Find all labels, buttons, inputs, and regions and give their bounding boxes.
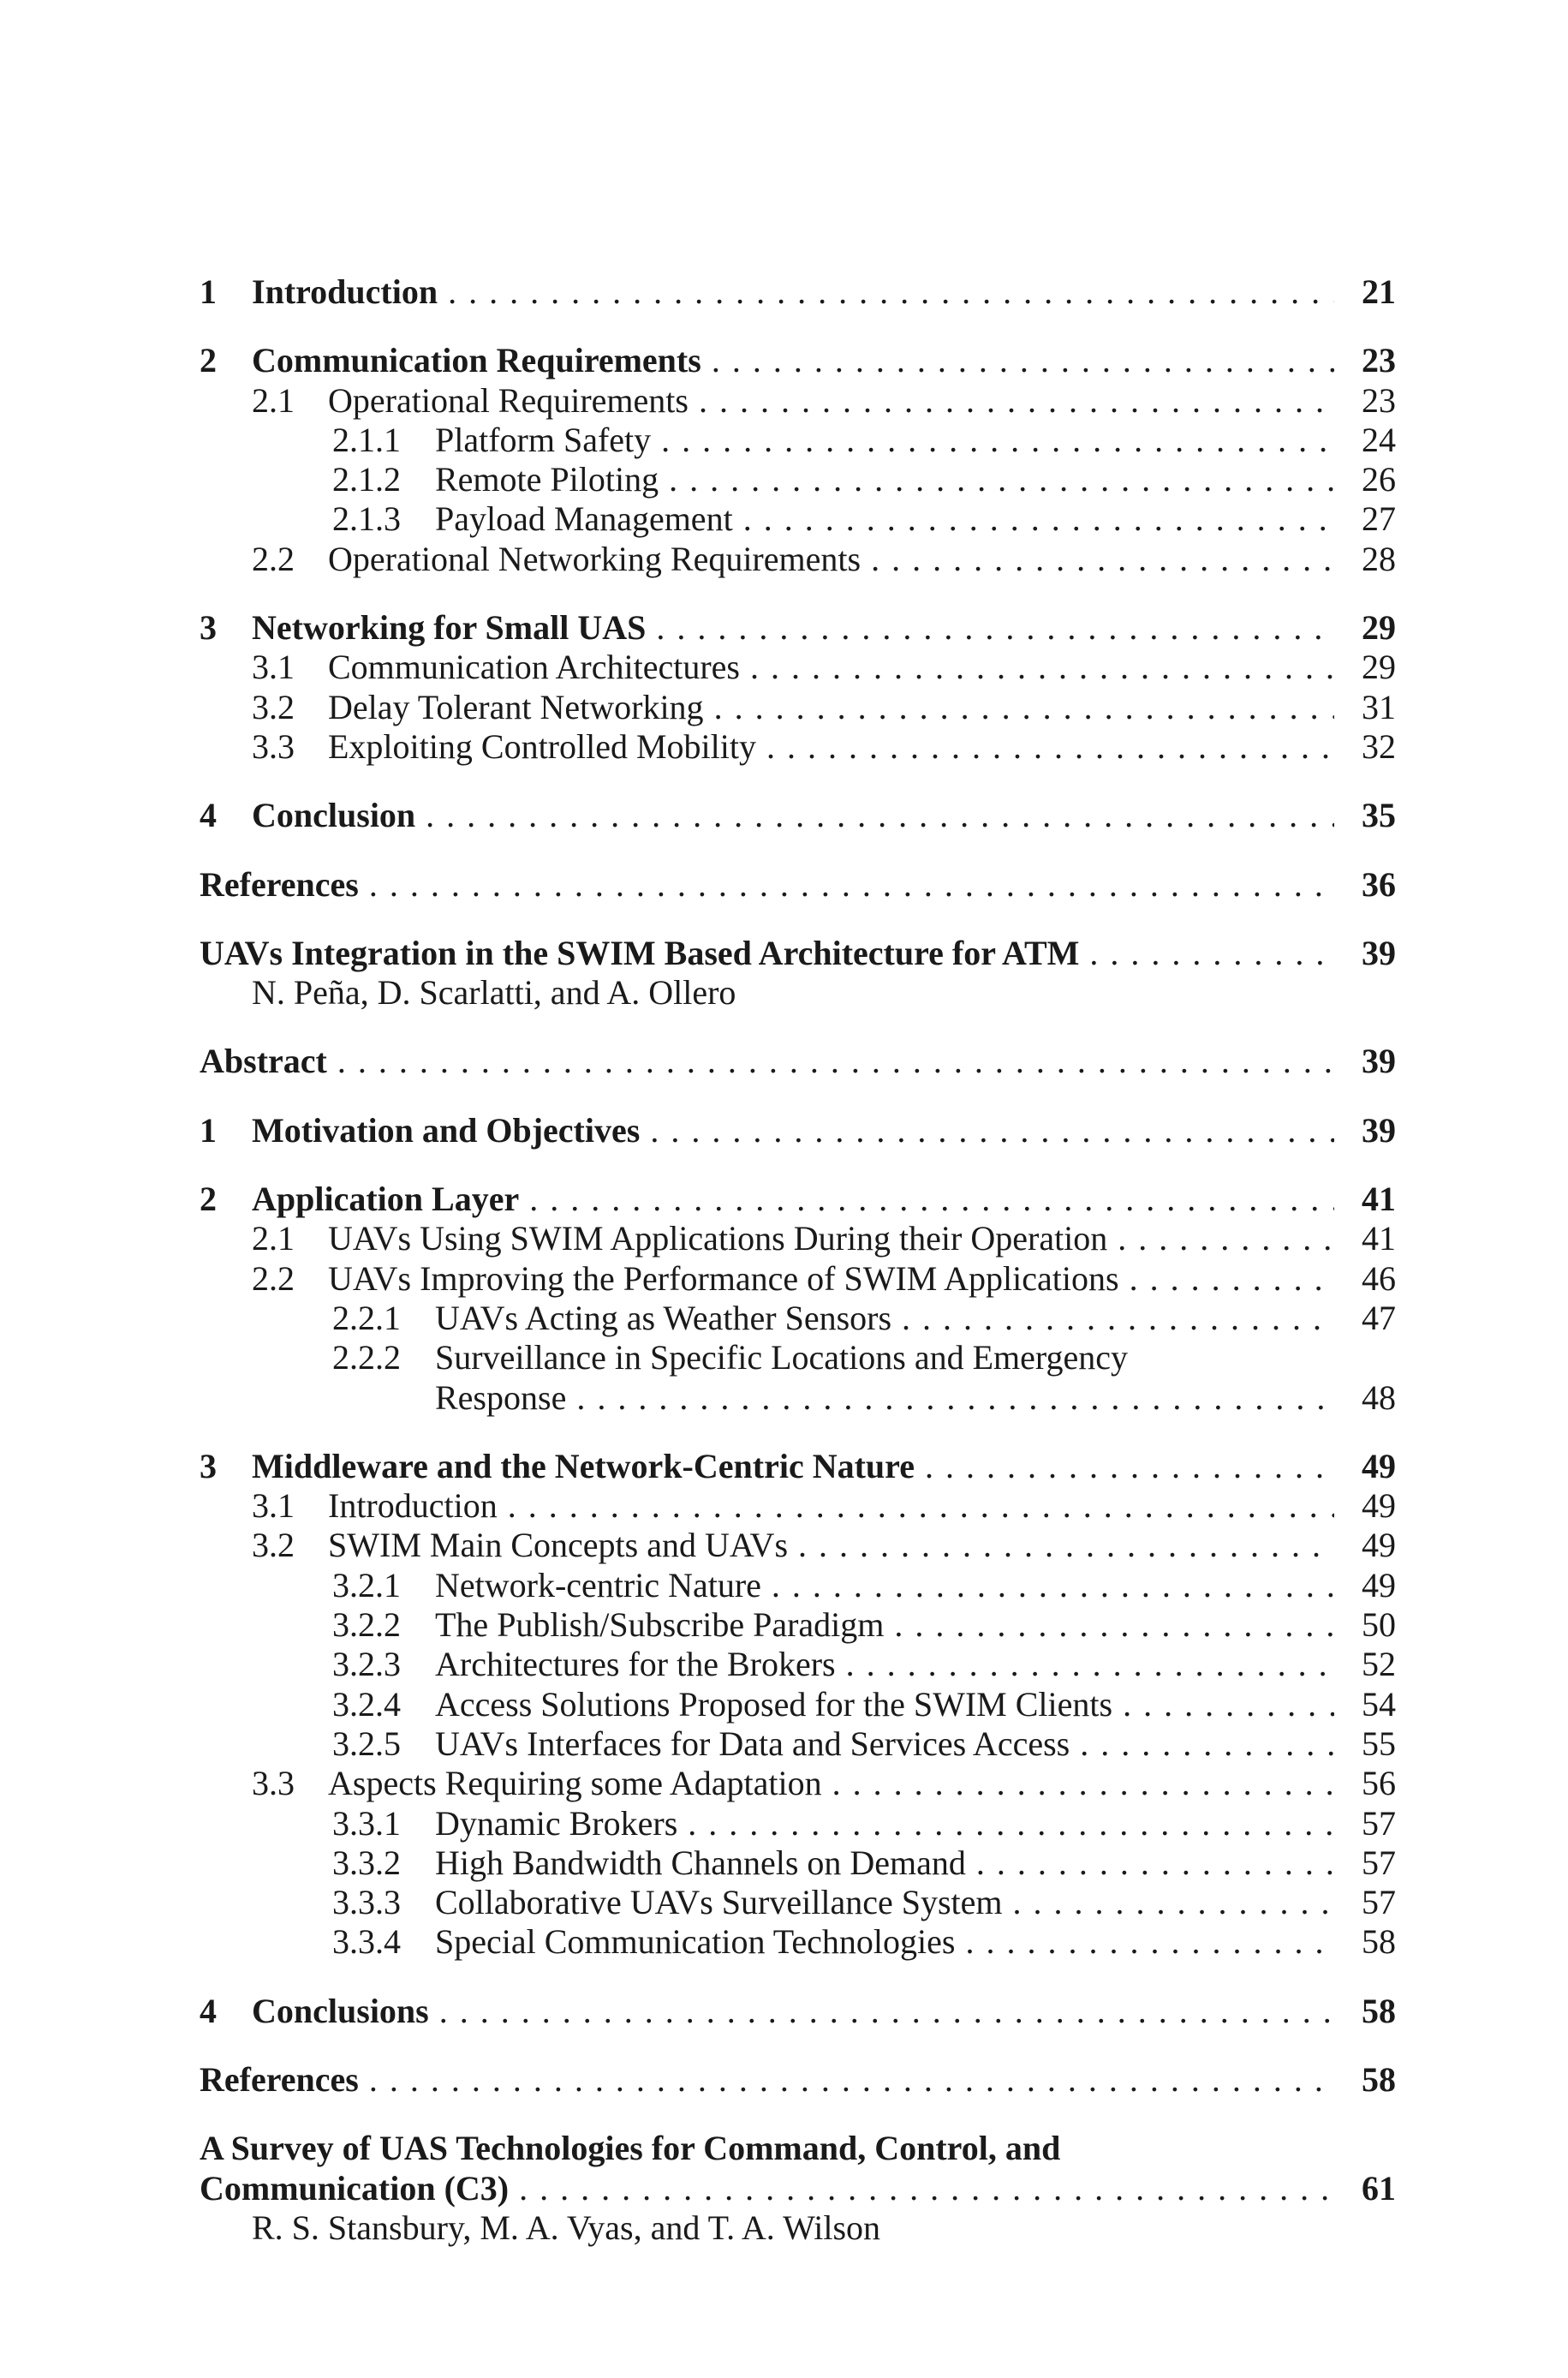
toc-entry[interactable]: [200, 1259, 1396, 1299]
toc-entry-page: 57: [1362, 1843, 1396, 1882]
toc-entry-title: Aspects Requiring some Adaptation: [328, 1764, 822, 1803]
toc-entry-page: 21: [1362, 272, 1396, 311]
toc-entry-title: Application Layer: [252, 1180, 520, 1219]
toc-entry-page: 52: [1362, 1645, 1396, 1684]
toc-leader-dots: [337, 1042, 1334, 1081]
toc-entry[interactable]: [200, 1180, 1396, 1219]
toc-entry-title: References: [200, 2059, 359, 2099]
toc-leader-dots: [699, 381, 1334, 421]
toc-entry-number: 3.2.5: [332, 1724, 401, 1763]
toc-entry-title: Conclusions: [252, 1991, 429, 2030]
toc-entry-title: Network-centric Nature: [435, 1565, 761, 1604]
toc-entry-title: The Publish/Subscribe Paradigm: [435, 1605, 885, 1645]
toc-entry-page: 50: [1362, 1605, 1396, 1645]
toc-entry-title: Access Solutions Proposed for the SWIM Clients: [435, 1684, 1113, 1724]
toc-entry-page: 23: [1362, 380, 1396, 420]
toc-entry[interactable]: [200, 341, 1396, 380]
toc-entry-number: 2.2: [252, 1258, 295, 1298]
toc-chapter-title: UAVs Integration in the SWIM Based Architecture for ATM: [200, 933, 1080, 972]
toc-entry[interactable]: [200, 608, 1396, 648]
toc-entry-page: 49: [1362, 1526, 1396, 1565]
toc-entry-page: 24: [1362, 420, 1396, 459]
toc-entry-title: Special Communication Technologies: [435, 1922, 956, 1962]
toc-leader-dots: [976, 1843, 1334, 1883]
toc-entry-number: 3.3: [252, 1764, 295, 1803]
toc-leader-dots: [661, 421, 1334, 460]
toc-entry[interactable]: [200, 648, 1396, 687]
toc-entry-title: Communication Architectures: [328, 648, 740, 687]
toc-entry-page: 49: [1362, 1486, 1396, 1526]
toc-entry-page: 54: [1362, 1684, 1396, 1724]
toc-entry-title: Introduction: [328, 1486, 498, 1526]
toc-entry-title-continuation: Response: [435, 1377, 567, 1417]
toc-entry-number: 3.1: [252, 1486, 295, 1526]
toc-entry-page: 58: [1362, 1922, 1396, 1962]
toc-leader-dots: [508, 1486, 1334, 1526]
toc-entry[interactable]: [200, 1605, 1396, 1645]
toc-entry[interactable]: [200, 540, 1396, 579]
toc-entry-title: Motivation and Objectives: [252, 1110, 641, 1150]
toc-entry[interactable]: [200, 1526, 1396, 1565]
toc-entry[interactable]: [200, 1922, 1396, 1962]
toc-entry-page: 39: [1362, 1042, 1396, 1081]
toc-entry[interactable]: [200, 272, 1396, 312]
toc-entry-number: 3.3.4: [332, 1922, 401, 1962]
toc-entry-title: Delay Tolerant Networking: [328, 687, 704, 726]
toc-entry[interactable]: [200, 727, 1396, 767]
toc-entry[interactable]: [200, 865, 1396, 905]
toc-leader-dots: [1089, 934, 1334, 973]
toc-entry[interactable]: [200, 1566, 1396, 1605]
toc-entry-page: 35: [1362, 796, 1396, 835]
toc-entry-page: 29: [1362, 648, 1396, 687]
toc-entry-title: UAVs Acting as Weather Sensors: [435, 1298, 892, 1337]
toc-entry-title: Surveillance in Specific Locations and Emergency: [435, 1338, 1128, 1377]
toc-leader-dots: [925, 1447, 1334, 1486]
toc-leader-dots: [714, 688, 1334, 727]
toc-leader-dots: [743, 499, 1334, 539]
toc-chapter-authors: N. Peña, D. Scarlatti, and A. Ollero: [252, 973, 736, 1013]
toc-entry-page: 26: [1362, 460, 1396, 499]
toc-leader-dots: [965, 1922, 1334, 1962]
toc-entry-page: 48: [1362, 1377, 1396, 1417]
toc-leader-dots: [369, 865, 1334, 905]
toc-entry[interactable]: [200, 1804, 1396, 1843]
toc-entry[interactable]: [200, 2060, 1396, 2100]
toc-leader-dots: [871, 540, 1334, 579]
toc-entry-number: 3.2: [252, 687, 295, 726]
toc-entry-number: 2.2.2: [332, 1338, 401, 1377]
toc-entry-number: 3.2.1: [332, 1565, 401, 1604]
table-of-contents: [200, 272, 1396, 2248]
toc-leader-dots: [369, 2060, 1334, 2100]
toc-entry-page: 32: [1362, 726, 1396, 766]
toc-entry-number: 3.3.2: [332, 1843, 401, 1882]
toc-entry-number: 3.3: [252, 726, 295, 766]
toc-entry-page: 36: [1362, 864, 1396, 904]
toc-entry-page: 29: [1362, 608, 1396, 648]
toc-entry-number: 2.2.1: [332, 1298, 401, 1337]
toc-entry-continuation[interactable]: [200, 1378, 1396, 1418]
toc-entry[interactable]: [200, 381, 1396, 421]
toc-entry-title: UAVs Using SWIM Applications During their Operation: [328, 1219, 1108, 1258]
toc-entry[interactable]: [200, 1447, 1396, 1486]
toc-entry[interactable]: [200, 1724, 1396, 1764]
toc-entry-number: 1: [200, 1110, 217, 1150]
toc-leader-dots: [688, 1804, 1334, 1843]
toc-entry-number: 3.1: [252, 648, 295, 687]
toc-entry-page: 28: [1362, 539, 1396, 578]
toc-entry-title: UAVs Interfaces for Data and Services Access: [435, 1724, 1070, 1763]
toc-entry-number: 3.2: [252, 1526, 295, 1565]
toc-entry-title: Collaborative UAVs Surveillance System: [435, 1883, 1003, 1922]
toc-leader-dots: [576, 1378, 1334, 1418]
toc-entry-number: 2.1.3: [332, 499, 401, 539]
toc-entry-title: Platform Safety: [435, 420, 652, 459]
toc-entry-title: References: [200, 864, 359, 904]
toc-entry[interactable]: [200, 688, 1396, 727]
toc-entry-title: Networking for Small UAS: [252, 608, 647, 648]
toc-entry-title: Exploiting Controlled Mobility: [328, 726, 756, 766]
toc-entry[interactable]: [200, 1299, 1396, 1338]
toc-entry-number: 3.3.3: [332, 1883, 401, 1922]
toc-entry-number: 4: [200, 1991, 217, 2030]
toc-entry-number: 2: [200, 341, 217, 380]
toc-entry-number: 3: [200, 1446, 217, 1485]
toc-chapter-title-continuation: Communication (C3): [200, 2168, 510, 2208]
toc-leader-dots: [650, 1111, 1334, 1150]
toc-entry-title: Middleware and the Network-Centric Nature: [252, 1446, 915, 1485]
toc-entry-page: 31: [1362, 687, 1396, 726]
toc-leader-dots: [712, 341, 1334, 380]
toc-leader-dots: [669, 460, 1334, 499]
toc-entry-page: 23: [1362, 341, 1396, 380]
toc-entry[interactable]: [200, 1338, 1396, 1377]
toc-entry-title: Operational Networking Requirements: [328, 539, 862, 578]
toc-chapter-title: A Survey of UAS Technologies for Command, Control, and: [200, 2129, 1061, 2168]
toc-entry-number: 2.1: [252, 380, 295, 420]
toc-entry[interactable]: [200, 1219, 1396, 1258]
toc-entry-number: 2.1.1: [332, 420, 401, 459]
toc-entry-page: 47: [1362, 1298, 1396, 1337]
toc-entry-number: 4: [200, 796, 217, 835]
toc-chapter-entry-continuation[interactable]: [200, 2169, 1396, 2208]
toc-leader-dots: [519, 2169, 1334, 2208]
toc-entry-title: Architectures for the Brokers: [435, 1645, 836, 1684]
toc-entry-page: 57: [1362, 1883, 1396, 1922]
toc-entry-title: Conclusion: [252, 796, 416, 835]
toc-entry[interactable]: [200, 1883, 1396, 1922]
toc-leader-dots: [750, 648, 1334, 687]
toc-chapter-entry[interactable]: [200, 2129, 1396, 2168]
toc-entry-title: Dynamic Brokers: [435, 1803, 678, 1843]
toc-entry-page: 56: [1362, 1764, 1396, 1803]
toc-leader-dots: [1013, 1883, 1335, 1922]
toc-leader-dots: [439, 1992, 1334, 2031]
toc-entry-number: 3.2.2: [332, 1605, 401, 1645]
toc-chapter-authors: R. S. Stansbury, M. A. Vyas, and T. A. Wilson: [252, 2208, 881, 2247]
toc-entry-title: UAVs Improving the Performance of SWIM Applications: [328, 1258, 1119, 1298]
toc-entry-title: Remote Piloting: [435, 460, 659, 499]
toc-entry[interactable]: [200, 1685, 1396, 1724]
toc-leader-dots: [894, 1605, 1334, 1645]
toc-entry-page: 58: [1362, 2059, 1396, 2099]
toc-entry-number: 2.1: [252, 1219, 295, 1258]
toc-entry-page: 39: [1362, 1110, 1396, 1150]
toc-entry[interactable]: [200, 1843, 1396, 1883]
toc-entry[interactable]: [200, 421, 1396, 460]
toc-leader-dots: [448, 272, 1334, 312]
toc-entry[interactable]: [200, 1042, 1396, 1081]
toc-entry-number: 2.2: [252, 539, 295, 578]
toc-entry[interactable]: [200, 1764, 1396, 1803]
toc-leader-dots: [1080, 1724, 1334, 1764]
toc-entry-number: 2.1.2: [332, 460, 401, 499]
toc-entry-number: 3: [200, 608, 217, 648]
toc-entry[interactable]: [200, 1992, 1396, 2031]
toc-leader-dots: [1130, 1259, 1334, 1299]
toc-entry-title: Introduction: [252, 272, 438, 311]
toc-entry-number: 2: [200, 1180, 217, 1219]
toc-entry[interactable]: [200, 1486, 1396, 1526]
toc-entry-number: 3.2.3: [332, 1645, 401, 1684]
toc-entry-page: 27: [1362, 499, 1396, 539]
toc-leader-dots: [832, 1764, 1334, 1803]
toc-entry[interactable]: [200, 1645, 1396, 1684]
toc-entry-page: 41: [1362, 1219, 1396, 1258]
toc-entry-title: Payload Management: [435, 499, 733, 539]
toc-leader-dots: [1123, 1685, 1334, 1724]
toc-entry[interactable]: [200, 796, 1396, 835]
toc-entry-page: 46: [1362, 1258, 1396, 1298]
toc-chapter-entry[interactable]: [200, 934, 1396, 973]
toc-entry[interactable]: [200, 499, 1396, 539]
toc-entry-title: SWIM Main Concepts and UAVs: [328, 1526, 789, 1565]
toc-entry-title: High Bandwidth Channels on Demand: [435, 1843, 966, 1882]
toc-leader-dots: [1118, 1219, 1334, 1258]
toc-entry-page: 39: [1362, 933, 1396, 972]
toc-leader-dots: [766, 727, 1334, 767]
toc-leader-dots: [426, 796, 1334, 835]
toc-entry-number: 1: [200, 272, 217, 311]
toc-entry-page: 49: [1362, 1446, 1396, 1485]
toc-entry-title: Operational Requirements: [328, 380, 689, 420]
toc-leader-dots: [529, 1180, 1334, 1219]
toc-entry-title: Communication Requirements: [252, 341, 701, 380]
toc-leader-dots: [656, 608, 1334, 648]
toc-leader-dots: [846, 1645, 1334, 1684]
toc-entry-number: 3.3.1: [332, 1803, 401, 1843]
toc-entry-page: 41: [1362, 1180, 1396, 1219]
toc-entry[interactable]: [200, 460, 1396, 499]
toc-entry-page: 58: [1362, 1991, 1396, 2030]
toc-entry-page: 61: [1362, 2168, 1396, 2208]
toc-entry-page: 57: [1362, 1803, 1396, 1843]
toc-entry[interactable]: [200, 1111, 1396, 1150]
toc-entry-title: Abstract: [200, 1042, 327, 1081]
toc-entry-page: 55: [1362, 1724, 1396, 1763]
toc-leader-dots: [902, 1299, 1334, 1338]
toc-leader-dots: [798, 1526, 1334, 1565]
toc-entry-page: 49: [1362, 1565, 1396, 1604]
toc-entry-number: 3.2.4: [332, 1684, 401, 1724]
toc-leader-dots: [772, 1566, 1334, 1605]
